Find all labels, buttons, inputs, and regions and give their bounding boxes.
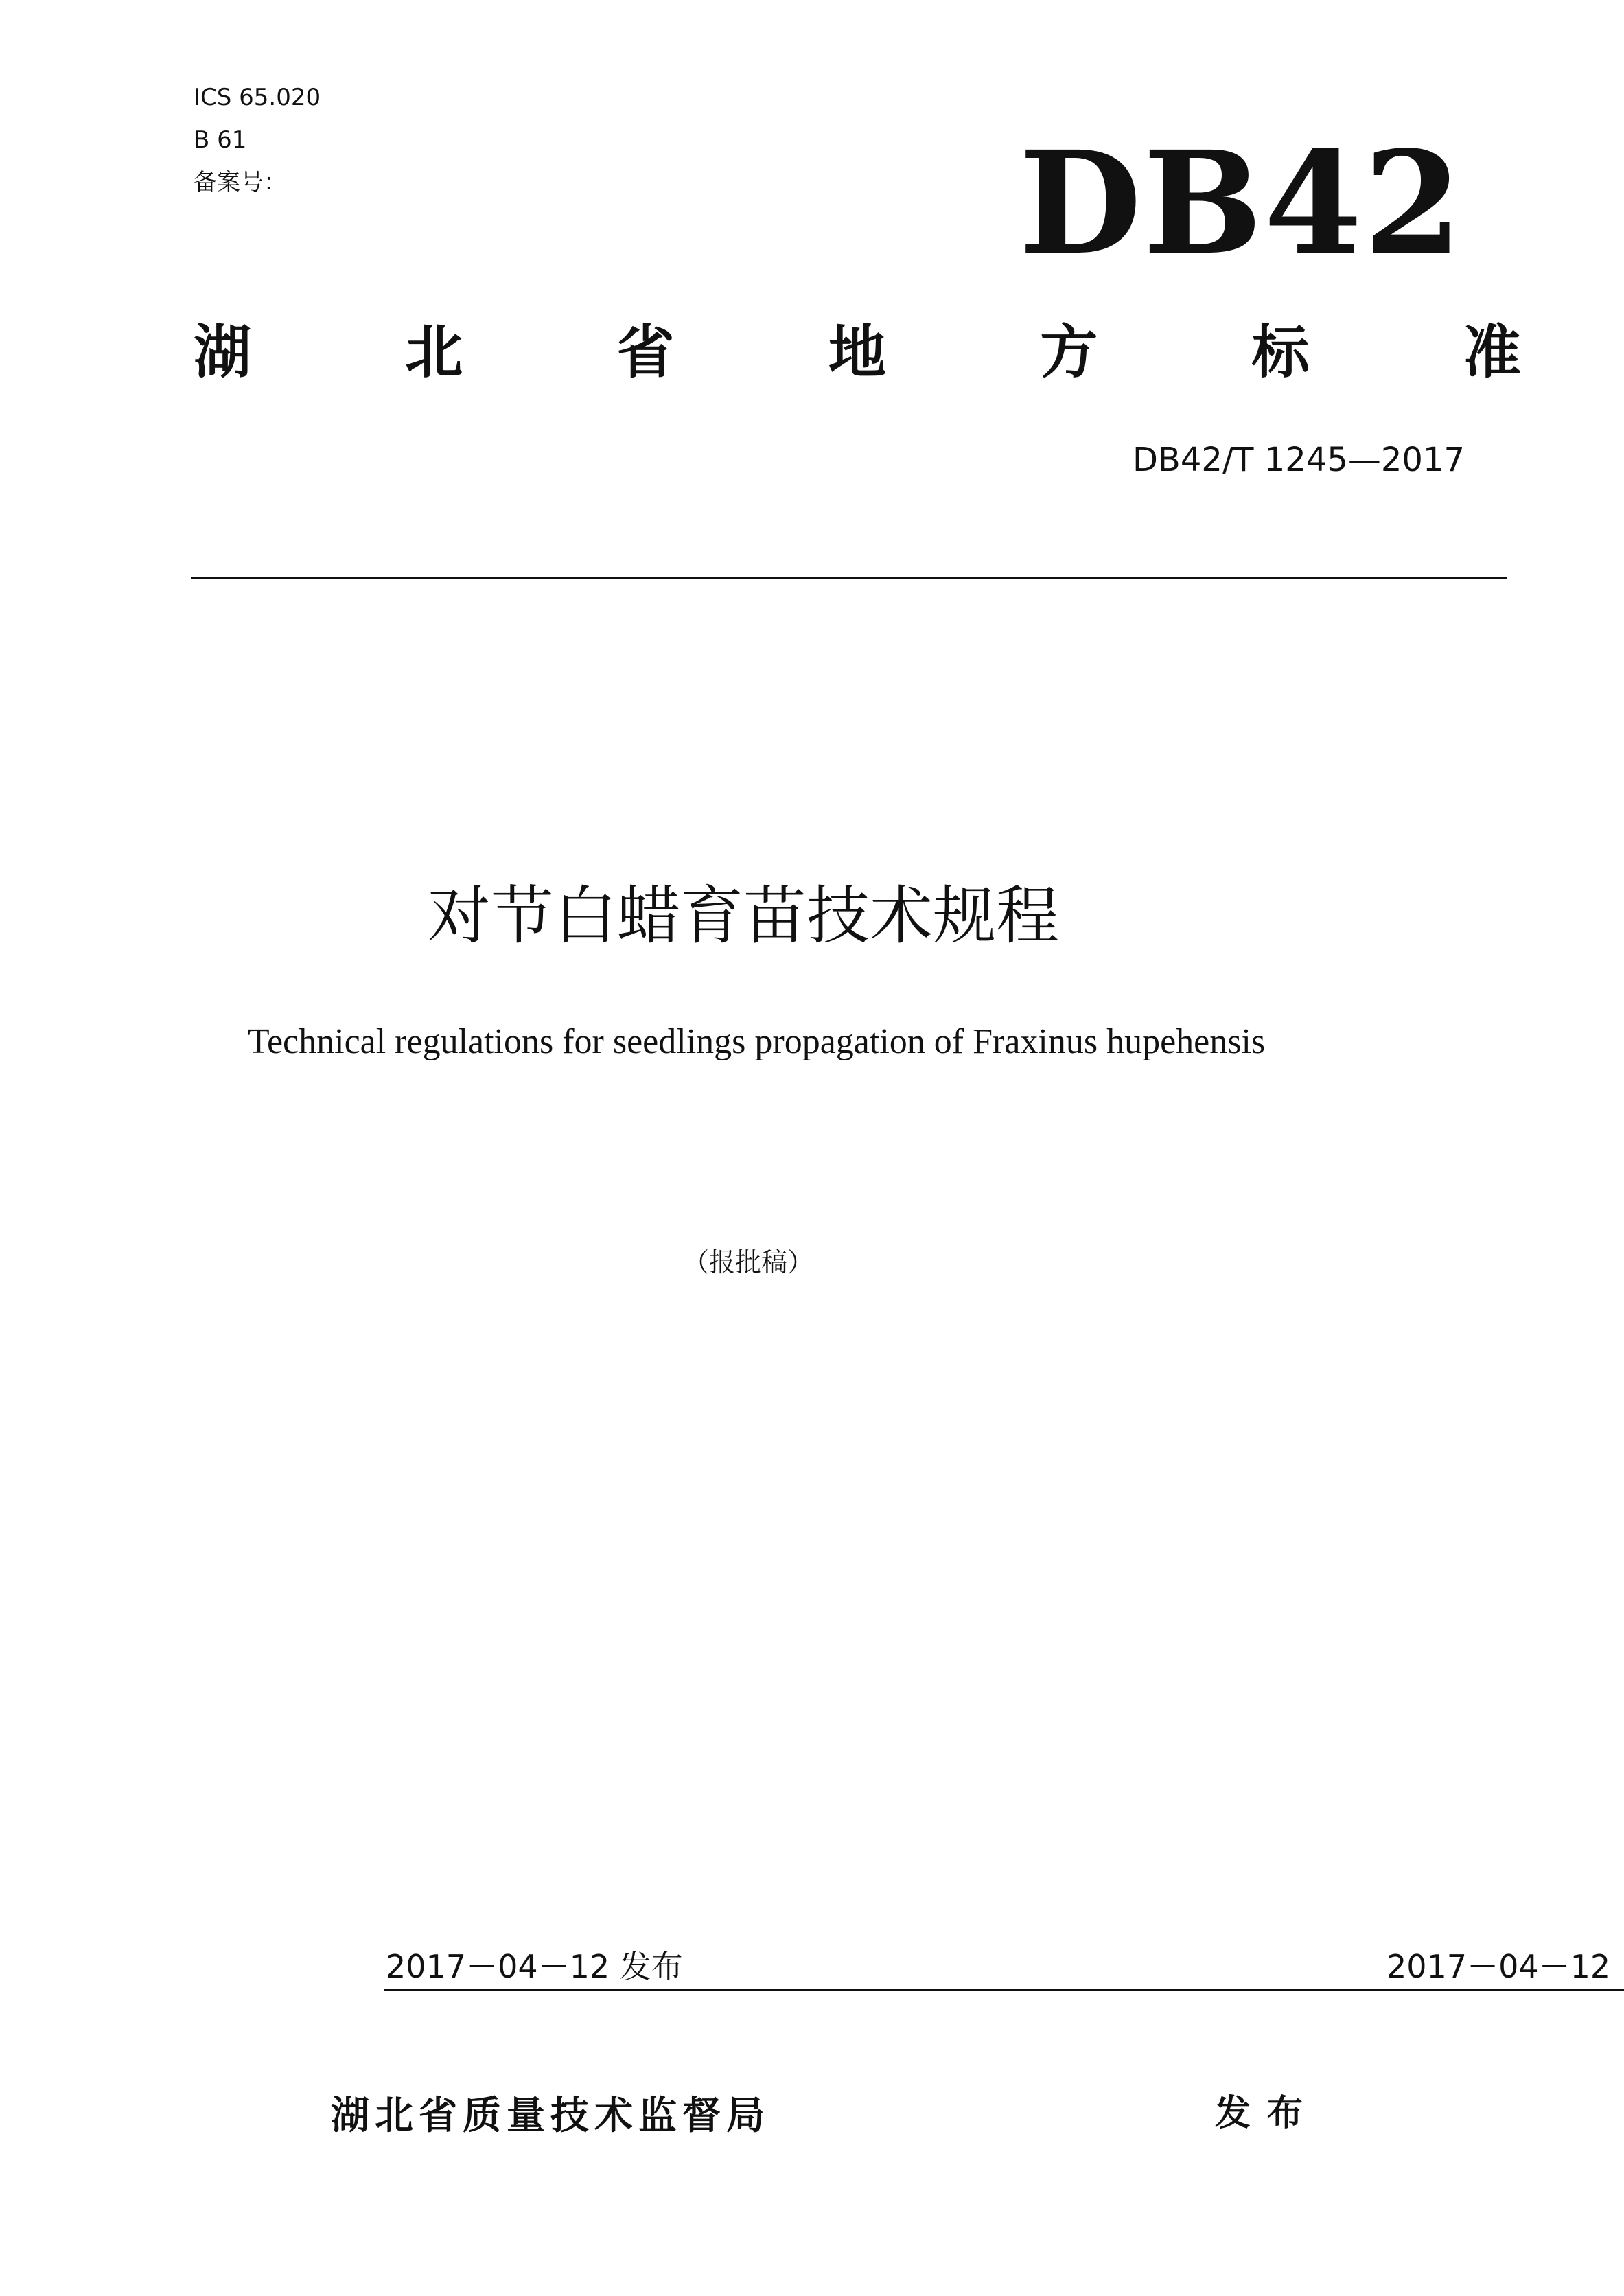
standard-type-char: 湖 <box>194 318 252 386</box>
document-title-english: Technical regulations for seedlings propagation of Fraxinus hupehensis <box>247 1022 1266 1061</box>
standard-type-char: 准 <box>1463 318 1521 386</box>
standard-type-char: 地 <box>828 318 886 386</box>
issue-action-label: 发布 <box>1215 2093 1320 2134</box>
draft-status: （报批稿） <box>682 1247 813 1277</box>
standard-type-char: 标 <box>1251 318 1310 386</box>
standard-code-logo: DB42 <box>1019 120 1463 286</box>
ics-code: ICS 65.020 <box>194 84 321 111</box>
record-number-label: 备案号： <box>194 169 287 196</box>
standard-type-heading <box>194 314 1521 390</box>
standard-number: DB42/T 1245—2017 <box>1132 441 1465 479</box>
footer-divider <box>384 1989 1624 1991</box>
standard-type-char: 方 <box>1040 318 1098 386</box>
standard-type-char: 北 <box>405 318 463 386</box>
issue-date: 2017－04－12 发布 <box>386 1948 683 1985</box>
implementation-date: 2017－04－12 <box>1387 1948 1611 1985</box>
standard-type-char: 省 <box>616 318 675 386</box>
classification-code: B 61 <box>194 126 247 154</box>
header-divider <box>191 577 1507 579</box>
document-title-chinese: 对节白蜡育苗技术规程 <box>427 879 1059 953</box>
issuing-authority: 湖北省质量技术监督局 <box>331 2094 770 2138</box>
